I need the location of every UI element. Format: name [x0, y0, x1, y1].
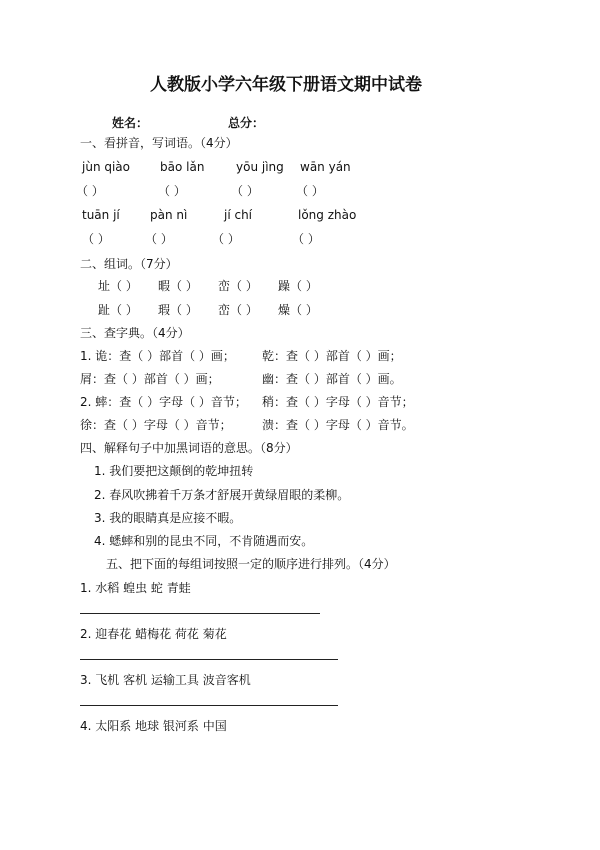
word-item: 暇（ ）	[158, 279, 198, 293]
section-1-heading: 一、看拼音，写词语。（4分）	[80, 136, 238, 150]
ordering-item: 3. 飞机 客机 运输工具 波音客机	[80, 673, 251, 687]
score-label: 总分：	[228, 116, 265, 130]
word-item: 燥（ ）	[278, 303, 318, 317]
ordering-item: 1. 水稻 蝗虫 蛇 青蛙	[80, 581, 191, 595]
section-2-heading: 二、组词。（7分）	[80, 257, 178, 271]
word-item: 瑕（ ）	[158, 303, 198, 317]
word-item: 址（ ）	[98, 279, 138, 293]
dict-line: 徐：查（ ）字母（ ）音节；	[80, 418, 232, 432]
word-item: 躁（ ）	[278, 279, 318, 293]
pinyin-bao-lan: bāo lǎn	[160, 160, 205, 174]
dict-line: 稍：查（ ）字母（ ）音节；	[262, 395, 414, 409]
word-item: 趾（ ）	[98, 303, 138, 317]
dict-line: 2. 蟀：查（ ）字母（ ）音节；	[80, 395, 247, 409]
pinyin-you-jing: yōu jìng	[236, 160, 284, 174]
dict-line: 屑：查（ ）部首（ ）画；	[80, 372, 220, 386]
sentence-item: 1. 我们要把这颠倒的乾坤扭转	[94, 464, 254, 478]
answer-paren: （ ）	[292, 232, 320, 246]
answer-paren: （ ）	[145, 232, 173, 246]
pinyin-jun-qiao: jùn qiào	[82, 160, 131, 174]
pinyin-ji-chi: jí chí	[224, 208, 253, 222]
pinyin-tuan-ji: tuān jí	[82, 208, 120, 222]
dict-line: 溃：查（ ）字母（ ）音节。	[262, 418, 414, 432]
answer-paren: （ ）	[158, 184, 186, 198]
section-3-heading: 三、查字典。（4分）	[80, 326, 190, 340]
answer-line	[80, 705, 338, 706]
answer-paren: （ ）	[212, 232, 240, 246]
dict-line: 幽：查（ ）部首（ ）画。	[262, 372, 402, 386]
section-4-heading: 四、解释句子中加黑词语的意思。（8分）	[80, 441, 298, 455]
answer-paren: （ ）	[82, 232, 110, 246]
pinyin-long-zhao: lǒng zhào	[298, 208, 357, 222]
sentence-item: 3. 我的眼睛真是应接不暇。	[94, 511, 242, 525]
name-label: 姓名：	[112, 116, 149, 130]
pinyin-pan-ni: pàn nì	[150, 208, 188, 222]
ordering-item: 4. 太阳系 地球 银河系 中国	[80, 719, 227, 733]
answer-line	[80, 659, 338, 660]
dict-line: 1. 诡：查（ ）部首（ ）画；	[80, 349, 235, 363]
section-5-heading: 五、把下面的每组词按照一定的顺序进行排列。（4分）	[106, 557, 396, 571]
answer-paren: （ ）	[296, 184, 324, 198]
word-item: 峦（ ）	[218, 303, 258, 317]
page-title: 人教版小学六年级下册语文期中试卷	[150, 75, 422, 95]
sentence-item: 2. 春风吹拂着千万条才舒展开黄绿眉眼的柔柳。	[94, 488, 350, 502]
dict-line: 乾：查（ ）部首（ ）画；	[262, 349, 402, 363]
answer-paren: （ ）	[76, 184, 104, 198]
sentence-item: 4. 蟋蟀和别的昆虫不同，不肯随遇而安。	[94, 534, 314, 548]
pinyin-wan-yan: wān yán	[300, 160, 351, 174]
ordering-item: 2. 迎春花 蜡梅花 荷花 菊花	[80, 627, 227, 641]
word-item: 峦（ ）	[218, 279, 258, 293]
answer-line	[80, 613, 320, 614]
answer-paren: （ ）	[231, 184, 259, 198]
